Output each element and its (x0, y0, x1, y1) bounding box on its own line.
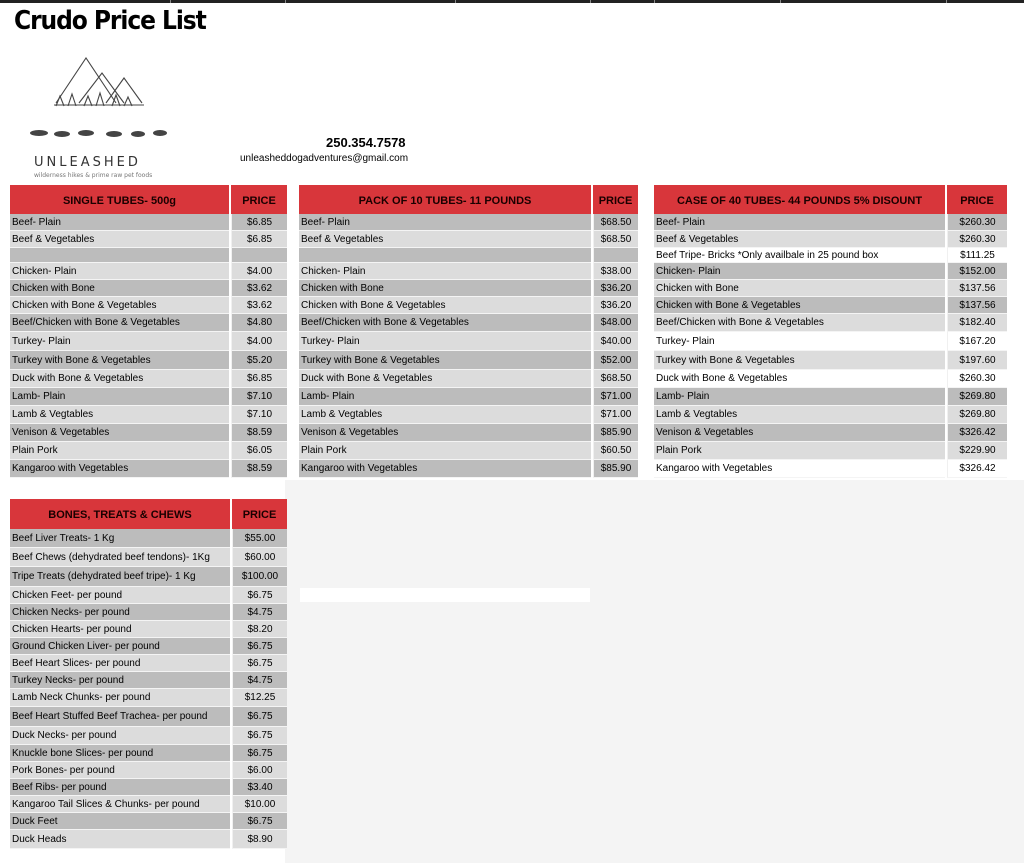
item-price: $326.42 (947, 460, 1007, 478)
item-price: $36.20 (593, 297, 638, 314)
item-name: Turkey Necks- per pound (10, 672, 230, 689)
table-row (10, 587, 287, 604)
item-name: Tripe Treats (dehydrated beef tripe)- 1 Kg (10, 567, 230, 587)
table-row (654, 231, 1007, 248)
top-bar (0, 0, 1024, 3)
item-name: Kangaroo with Vegetables (654, 460, 945, 478)
item-name: Beef Chews (dehydrated beef tendons)- 1Kg (10, 548, 230, 567)
item-name: Beef Heart Stuffed Beef Trachea- per pound (10, 707, 230, 727)
item-price: $3.62 (231, 297, 287, 314)
table-row (10, 796, 287, 813)
item-price: $152.00 (947, 263, 1007, 280)
item-name: Kangaroo with Vegetables (299, 460, 591, 478)
item-price: $68.50 (593, 214, 638, 231)
item-name: Chicken with Bone (299, 280, 591, 297)
item-price: $85.90 (593, 460, 638, 478)
item-name: Chicken Necks- per pound (10, 604, 230, 621)
table-row (10, 830, 287, 849)
table-row (10, 297, 287, 314)
item-name: Beef & Vegetables (10, 231, 229, 248)
item-price: $6.75 (232, 587, 287, 604)
item-price: $100.00 (232, 567, 287, 587)
price-column-header: PRICE (232, 499, 287, 530)
item-price: $3.62 (231, 280, 287, 297)
table-row (10, 280, 287, 297)
item-price (231, 248, 287, 263)
table-row (10, 370, 287, 388)
item-name: Knuckle bone Slices- per pound (10, 745, 230, 762)
item-price: $7.10 (231, 388, 287, 406)
table-row (10, 388, 287, 406)
item-name: Lamb Neck Chunks- per pound (10, 689, 230, 707)
table-row (10, 406, 287, 424)
table-row (10, 813, 287, 830)
table-row (654, 460, 1007, 478)
item-name: Plain Pork (654, 442, 945, 460)
item-price: $40.00 (593, 332, 638, 351)
item-price: $6.05 (231, 442, 287, 460)
item-price: $10.00 (232, 796, 287, 813)
item-name: Beef Ribs- per pound (10, 779, 230, 796)
item-price: $52.00 (593, 351, 638, 370)
item-price: $4.00 (231, 332, 287, 351)
item-price: $5.20 (231, 351, 287, 370)
item-price: $326.42 (947, 424, 1007, 442)
table-row (654, 297, 1007, 314)
blank-cell (300, 588, 590, 602)
table-row (654, 248, 1007, 263)
item-name: Lamb- Plain (299, 388, 591, 406)
item-name: Kangaroo Tail Slices & Chunks- per pound (10, 796, 230, 813)
item-price: $260.30 (947, 231, 1007, 248)
item-price: $8.59 (231, 424, 287, 442)
table-row (10, 707, 287, 727)
item-price: $38.00 (593, 263, 638, 280)
table-row (10, 672, 287, 689)
item-name: Chicken- Plain (299, 263, 591, 280)
item-name: Turkey with Bone & Vegetables (10, 351, 229, 370)
item-price: $4.00 (231, 263, 287, 280)
price-column-header: PRICE (947, 185, 1007, 216)
item-price: $4.75 (232, 672, 287, 689)
phone-number: 250.354.7578 (326, 135, 406, 150)
item-price: $6.75 (232, 745, 287, 762)
table-row (299, 460, 638, 478)
item-name: Lamb & Vegtables (10, 406, 229, 424)
table-row (10, 442, 287, 460)
table-row (10, 621, 287, 638)
item-name: Venison & Vegetables (654, 424, 945, 442)
item-price: $4.75 (232, 604, 287, 621)
item-price: $7.10 (231, 406, 287, 424)
item-price: $197.60 (947, 351, 1007, 370)
item-price: $3.40 (232, 779, 287, 796)
table-header: SINGLE TUBES- 500g (10, 185, 229, 216)
item-name: Ground Chicken Liver- per pound (10, 638, 230, 655)
table-row (10, 604, 287, 621)
item-name: Chicken with Bone & Vegetables (299, 297, 591, 314)
table-header: CASE OF 40 TUBES- 44 POUNDS 5% DISOUNT (654, 185, 945, 216)
item-name (299, 248, 591, 263)
item-name: Beef & Vegetables (654, 231, 945, 248)
item-price: $260.30 (947, 370, 1007, 388)
item-name: Kangaroo with Vegetables (10, 460, 229, 478)
item-name: Beef- Plain (299, 214, 591, 231)
item-name: Beef- Plain (654, 214, 945, 231)
table-row (10, 779, 287, 796)
item-name: Beef- Plain (10, 214, 229, 231)
table-row (654, 370, 1007, 388)
table-row (299, 332, 638, 351)
table-row (10, 351, 287, 370)
item-name: Turkey- Plain (654, 332, 945, 351)
table-row (10, 332, 287, 351)
item-price: $269.80 (947, 406, 1007, 424)
item-price: $6.75 (232, 813, 287, 830)
table-row (654, 280, 1007, 297)
item-price: $6.85 (231, 214, 287, 231)
item-name: Chicken with Bone (654, 280, 945, 297)
table-row (299, 370, 638, 388)
item-name: Duck Necks- per pound (10, 727, 230, 745)
table-row (10, 689, 287, 707)
table-row (299, 424, 638, 442)
item-name: Lamb & Vegtables (299, 406, 591, 424)
table-row (299, 280, 638, 297)
item-name: Chicken with Bone (10, 280, 229, 297)
table-row (299, 263, 638, 280)
table-row (299, 388, 638, 406)
table-row (654, 442, 1007, 460)
table-row (10, 231, 287, 248)
item-price: $8.59 (231, 460, 287, 478)
table-header: PACK OF 10 TUBES- 11 POUNDS (299, 185, 591, 216)
item-name: Chicken- Plain (654, 263, 945, 280)
item-name (10, 248, 229, 263)
item-name: Chicken Feet- per pound (10, 587, 230, 604)
item-name: Chicken with Bone & Vegetables (654, 297, 945, 314)
table-row (654, 332, 1007, 351)
item-price: $6.75 (232, 655, 287, 672)
item-price: $68.50 (593, 370, 638, 388)
table-row (10, 424, 287, 442)
item-name: Beef/Chicken with Bone & Vegetables (299, 314, 591, 332)
item-price: $6.85 (231, 231, 287, 248)
table-row (10, 638, 287, 655)
table-row (299, 297, 638, 314)
table-row (299, 214, 638, 231)
item-price: $60.00 (232, 548, 287, 567)
item-name: Plain Pork (10, 442, 229, 460)
email-address: unleasheddogadventures@gmail.com (240, 153, 409, 164)
table-row (10, 567, 287, 587)
item-name: Chicken with Bone & Vegetables (10, 297, 229, 314)
item-price: $6.75 (232, 638, 287, 655)
item-name: Beef Tripe- Bricks *Only availbale in 25 pound box (654, 248, 945, 263)
table-row (299, 248, 638, 263)
table-row (654, 388, 1007, 406)
item-price: $6.75 (232, 727, 287, 745)
item-name: Beef Liver Treats- 1 Kg (10, 529, 230, 548)
table-row (654, 214, 1007, 231)
table-row (10, 727, 287, 745)
item-price: $60.50 (593, 442, 638, 460)
item-price: $167.20 (947, 332, 1007, 351)
item-name: Chicken Hearts- per pound (10, 621, 230, 638)
item-price: $6.85 (231, 370, 287, 388)
table-row (10, 314, 287, 332)
item-price: $68.50 (593, 231, 638, 248)
item-name: Turkey- Plain (10, 332, 229, 351)
item-price: $4.80 (231, 314, 287, 332)
item-name: Duck with Bone & Vegetables (299, 370, 591, 388)
brand-tagline: wilderness hikes & prime raw pet foods (34, 172, 153, 179)
item-name: Lamb & Vegtables (654, 406, 945, 424)
item-price: $182.40 (947, 314, 1007, 332)
table-row (10, 745, 287, 762)
item-name: Lamb- Plain (654, 388, 945, 406)
item-price: $111.25 (947, 248, 1007, 263)
price-column-header: PRICE (231, 185, 287, 216)
item-price: $55.00 (232, 529, 287, 548)
item-name: Venison & Vegetables (10, 424, 229, 442)
table-row (654, 351, 1007, 370)
table-row (654, 314, 1007, 332)
item-name: Turkey- Plain (299, 332, 591, 351)
item-price: $8.90 (232, 830, 287, 849)
item-price: $260.30 (947, 214, 1007, 231)
item-price: $269.80 (947, 388, 1007, 406)
table-row (654, 424, 1007, 442)
table-row (654, 406, 1007, 424)
table-row (10, 248, 287, 263)
table-row (10, 762, 287, 779)
item-price: $6.00 (232, 762, 287, 779)
item-name: Plain Pork (299, 442, 591, 460)
table-row (10, 655, 287, 672)
item-price: $12.25 (232, 689, 287, 707)
item-name: Beef/Chicken with Bone & Vegetables (10, 314, 229, 332)
item-price: $8.20 (232, 621, 287, 638)
item-name: Beef/Chicken with Bone & Vegetables (654, 314, 945, 332)
item-price: $137.56 (947, 280, 1007, 297)
table-row (10, 548, 287, 567)
item-price: $229.90 (947, 442, 1007, 460)
item-name: Turkey with Bone & Vegetables (654, 351, 945, 370)
item-price: $71.00 (593, 388, 638, 406)
background-area (285, 480, 1024, 863)
price-column-header: PRICE (593, 185, 638, 216)
item-name: Turkey with Bone & Vegetables (299, 351, 591, 370)
item-name: Venison & Vegetables (299, 424, 591, 442)
item-price: $85.90 (593, 424, 638, 442)
item-price: $36.20 (593, 280, 638, 297)
table-header: BONES, TREATS & CHEWS (10, 499, 230, 530)
item-name: Duck with Bone & Vegetables (10, 370, 229, 388)
table-row (299, 442, 638, 460)
item-price: $6.75 (232, 707, 287, 727)
table-row (299, 231, 638, 248)
item-price: $137.56 (947, 297, 1007, 314)
item-price: $48.00 (593, 314, 638, 332)
table-row (654, 263, 1007, 280)
item-name: Duck Feet (10, 813, 230, 830)
item-name: Duck Heads (10, 830, 230, 849)
table-row (10, 263, 287, 280)
table-row (299, 351, 638, 370)
table-row (10, 529, 287, 548)
page-title: Crudo Price List (14, 6, 206, 36)
table-row (299, 314, 638, 332)
item-name: Beef & Vegetables (299, 231, 591, 248)
table-row (299, 406, 638, 424)
brand-name: UNLEASHED (34, 155, 141, 170)
item-price (593, 248, 638, 263)
table-row (10, 460, 287, 478)
table-row (10, 214, 287, 231)
item-price: $71.00 (593, 406, 638, 424)
item-name: Lamb- Plain (10, 388, 229, 406)
item-name: Pork Bones- per pound (10, 762, 230, 779)
item-name: Chicken- Plain (10, 263, 229, 280)
item-name: Duck with Bone & Vegetables (654, 370, 945, 388)
item-name: Beef Heart Slices- per pound (10, 655, 230, 672)
